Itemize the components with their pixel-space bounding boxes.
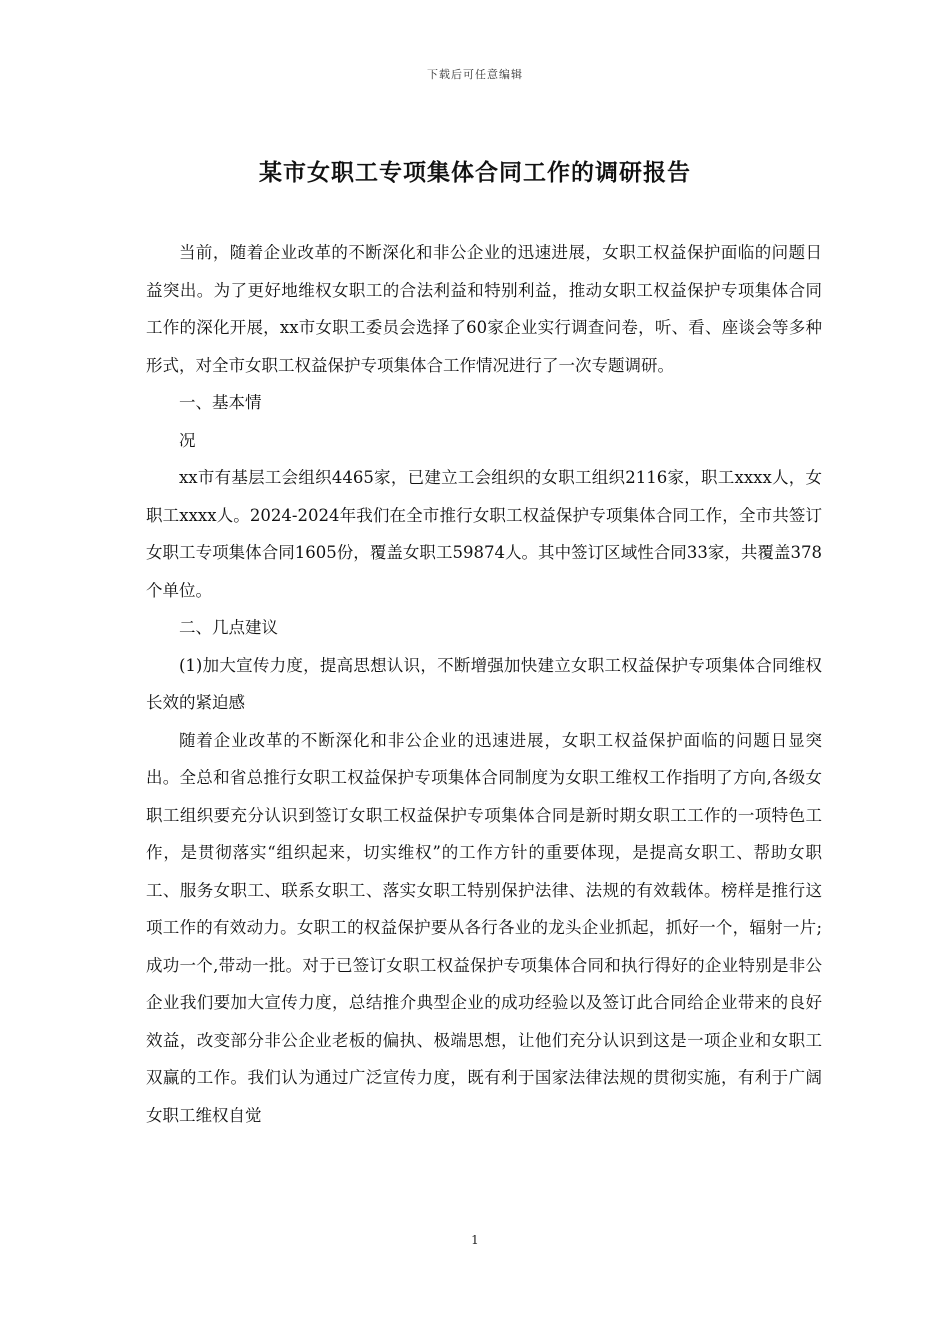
paragraph-intro: 当前，随着企业改革的不断深化和非公企业的迅速进展，女职工权益保护面临的问题日益突出。为了更好地维权女职工的合法利益和特别利益，推动女职工权益保护专项集体合同工作的深化开展，xx市女职工委员会选择了60家企业实行调查问卷，听、看、座谈会等多种形式，对全市女职工权益保护专项集体合工作情况进行了一次专题调研。	[146, 243, 822, 375]
document-title: 某市女职工专项集体合同工作的调研报告	[259, 159, 691, 186]
paragraph-statistics: xx市有基层工会组织4465家，已建立工会组织的女职工组织2116家，职工xxxx人，女职工xxxx人。2024-2024年我们在全市推行女职工权益保护专项集体合同工作，全市共签订女职工专项集体合同1605份，覆盖女职工59874人。其中签订区域性合同33家，共覆盖378个单位。	[146, 468, 822, 600]
paragraph-suggestion-1-body: 随着企业改革的不断深化和非公企业的迅速进展，女职工权益保护面临的问题日显突出。全总和省总推行女职工权益保护专项集体合同制度为女职工维权工作指明了方向,各级女职工组织要充分认识到签订女职工权益保护专项集体合同是新时期女职工工作的一项特色工作，是贯彻落实“组织起来，切实维权”的工作方针的重要体现，是提高女职工、帮助女职工、服务女职工、联系女职工、落实女职工特别保护法律、法规的有效载体。榜样是推行这项工作的有效动力。女职工的权益保护要从各行各业的龙头企业抓起，抓好一个，辐射一片;成功一个,带动一批。对于已签订女职工权益保护专项集体合同和执行得好的企业特别是非公企业我们要加大宣传力度，总结推介典型企业的成功经验以及签订此合同给企业带来的良好效益，改变部分非公企业老板的偏执、极端思想，让他们充分认识到这是一项企业和女职工双赢的工作。我们认为通过广泛宣传力度，既有利于国家法律法规的贯彻实施，有利于广阔女职工维权自觉	[146, 730, 822, 1125]
section-heading-basic-situation: 一、基本情	[179, 393, 262, 412]
subheading-suggestion-1: (1)加大宣传力度，提高思想认识，不断增强加快建立女职工权益保护专项集体合同维权长效的紧迫感	[146, 655, 822, 712]
document-body	[146, 234, 822, 1134]
header-note: 下载后可任意编辑	[427, 68, 523, 81]
section-heading-continuation: 况	[179, 430, 196, 450]
page-number: 1	[471, 1233, 479, 1247]
section-heading-suggestions: 二、几点建议	[179, 618, 278, 637]
